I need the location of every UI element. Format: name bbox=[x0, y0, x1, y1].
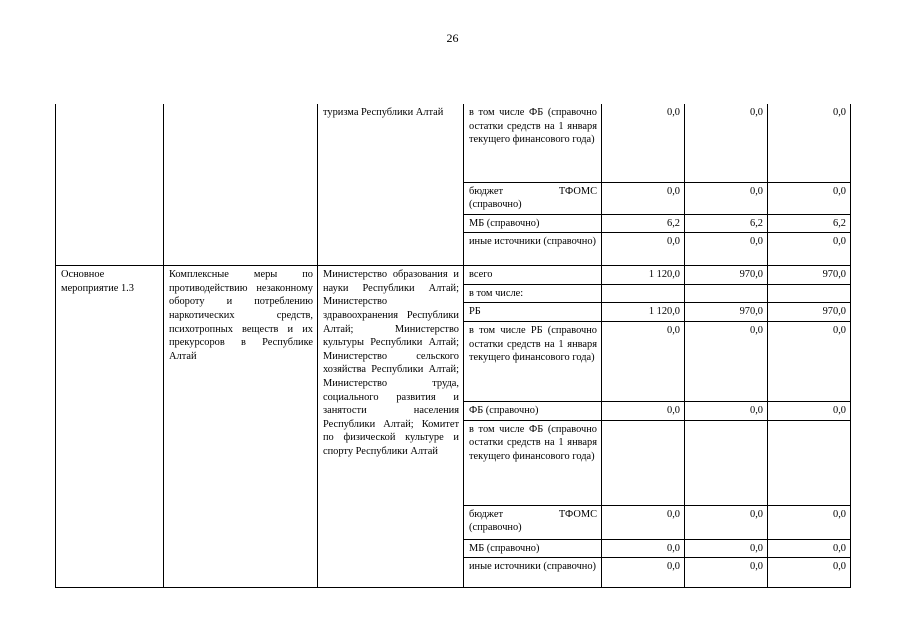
value-year-3-cell: 0,0 bbox=[768, 104, 851, 182]
value-year-1-cell: 0,0 bbox=[602, 402, 685, 421]
value-year-3-cell bbox=[768, 420, 851, 505]
value-year-3-cell: 970,0 bbox=[768, 303, 851, 322]
event-description-cell bbox=[164, 104, 318, 266]
page-number: 26 bbox=[446, 31, 459, 45]
value-year-2-cell: 6,2 bbox=[685, 214, 768, 233]
value-year-2-cell: 0,0 bbox=[685, 539, 768, 558]
funding-source-cell: РБ bbox=[464, 303, 602, 322]
value-year-1-cell: 0,0 bbox=[602, 558, 685, 588]
value-year-2-cell: 0,0 bbox=[685, 322, 768, 402]
value-year-3-cell: 0,0 bbox=[768, 539, 851, 558]
funding-source-cell: всего bbox=[464, 266, 602, 285]
table-row bbox=[56, 266, 851, 285]
value-year-3-cell: 0,0 bbox=[768, 233, 851, 266]
funding-source-cell: иные источники (справочно) bbox=[464, 558, 602, 588]
funding-source-cell: в том числе ФБ (справочно остатки средств на 1 января текущего финансового года) bbox=[464, 420, 602, 505]
value-year-2-cell: 0,0 bbox=[685, 402, 768, 421]
value-year-1-cell bbox=[602, 284, 685, 303]
value-year-2-cell: 970,0 bbox=[685, 303, 768, 322]
executor-cell: туризма Республики Алтай bbox=[318, 104, 464, 266]
event-name-cell bbox=[56, 104, 164, 266]
value-year-2-cell: 0,0 bbox=[685, 104, 768, 182]
value-year-1-cell: 0,0 bbox=[602, 233, 685, 266]
funding-source-cell: МБ (справочно) bbox=[464, 539, 602, 558]
value-year-3-cell bbox=[768, 284, 851, 303]
value-year-2-cell: 0,0 bbox=[685, 558, 768, 588]
value-year-1-cell: 0,0 bbox=[602, 539, 685, 558]
value-year-1-cell bbox=[602, 420, 685, 505]
value-year-3-cell: 0,0 bbox=[768, 182, 851, 214]
funding-source-cell: бюджет ТФОМС (справочно) bbox=[464, 505, 602, 539]
value-year-2-cell bbox=[685, 420, 768, 505]
funding-source-cell: в том числе ФБ (справочно остатки средств на 1 января текущего финансового года) bbox=[464, 104, 602, 182]
funding-source-cell: МБ (справочно) bbox=[464, 214, 602, 233]
value-year-2-cell: 0,0 bbox=[685, 505, 768, 539]
value-year-3-cell: 0,0 bbox=[768, 558, 851, 588]
funding-source-cell: иные источники (справочно) bbox=[464, 233, 602, 266]
event-description-cell: Комплексные меры по противодействию незаконному обороту и потреблению наркотических средств, психотропных веществ и их прекурсоров в Республике Алтай bbox=[164, 266, 318, 588]
value-year-2-cell: 970,0 bbox=[685, 266, 768, 285]
event-name-cell: Основное мероприятие 1.3 bbox=[56, 266, 164, 588]
financing-table bbox=[55, 104, 851, 588]
value-year-3-cell: 6,2 bbox=[768, 214, 851, 233]
funding-source-cell: в том числе: bbox=[464, 284, 602, 303]
value-year-2-cell bbox=[685, 284, 768, 303]
table-row bbox=[56, 104, 851, 182]
value-year-1-cell: 6,2 bbox=[602, 214, 685, 233]
executor-cell: Министерство образования и науки Республики Алтай; Министерство здравоохранения Республики Алтай; Министерство культуры Республики Алтай; Министерство сельского хозяйства Республики Алтай; Министерство труда, социального развития и занятости населения Республики Алтай; Комитет по физической культуре и спорту Республики Алтай bbox=[318, 266, 464, 588]
funding-source-cell: в том числе РБ (справочно остатки средств на 1 января текущего финансового года) bbox=[464, 322, 602, 402]
value-year-1-cell: 0,0 bbox=[602, 182, 685, 214]
funding-source-cell: ФБ (справочно) bbox=[464, 402, 602, 421]
value-year-1-cell: 0,0 bbox=[602, 104, 685, 182]
value-year-1-cell: 1 120,0 bbox=[602, 266, 685, 285]
value-year-1-cell: 1 120,0 bbox=[602, 303, 685, 322]
value-year-2-cell: 0,0 bbox=[685, 182, 768, 214]
value-year-3-cell: 0,0 bbox=[768, 402, 851, 421]
value-year-3-cell: 0,0 bbox=[768, 322, 851, 402]
value-year-3-cell: 0,0 bbox=[768, 505, 851, 539]
value-year-3-cell: 970,0 bbox=[768, 266, 851, 285]
funding-source-cell: бюджет ТФОМС (справочно) bbox=[464, 182, 602, 214]
value-year-2-cell: 0,0 bbox=[685, 233, 768, 266]
value-year-1-cell: 0,0 bbox=[602, 322, 685, 402]
value-year-1-cell: 0,0 bbox=[602, 505, 685, 539]
